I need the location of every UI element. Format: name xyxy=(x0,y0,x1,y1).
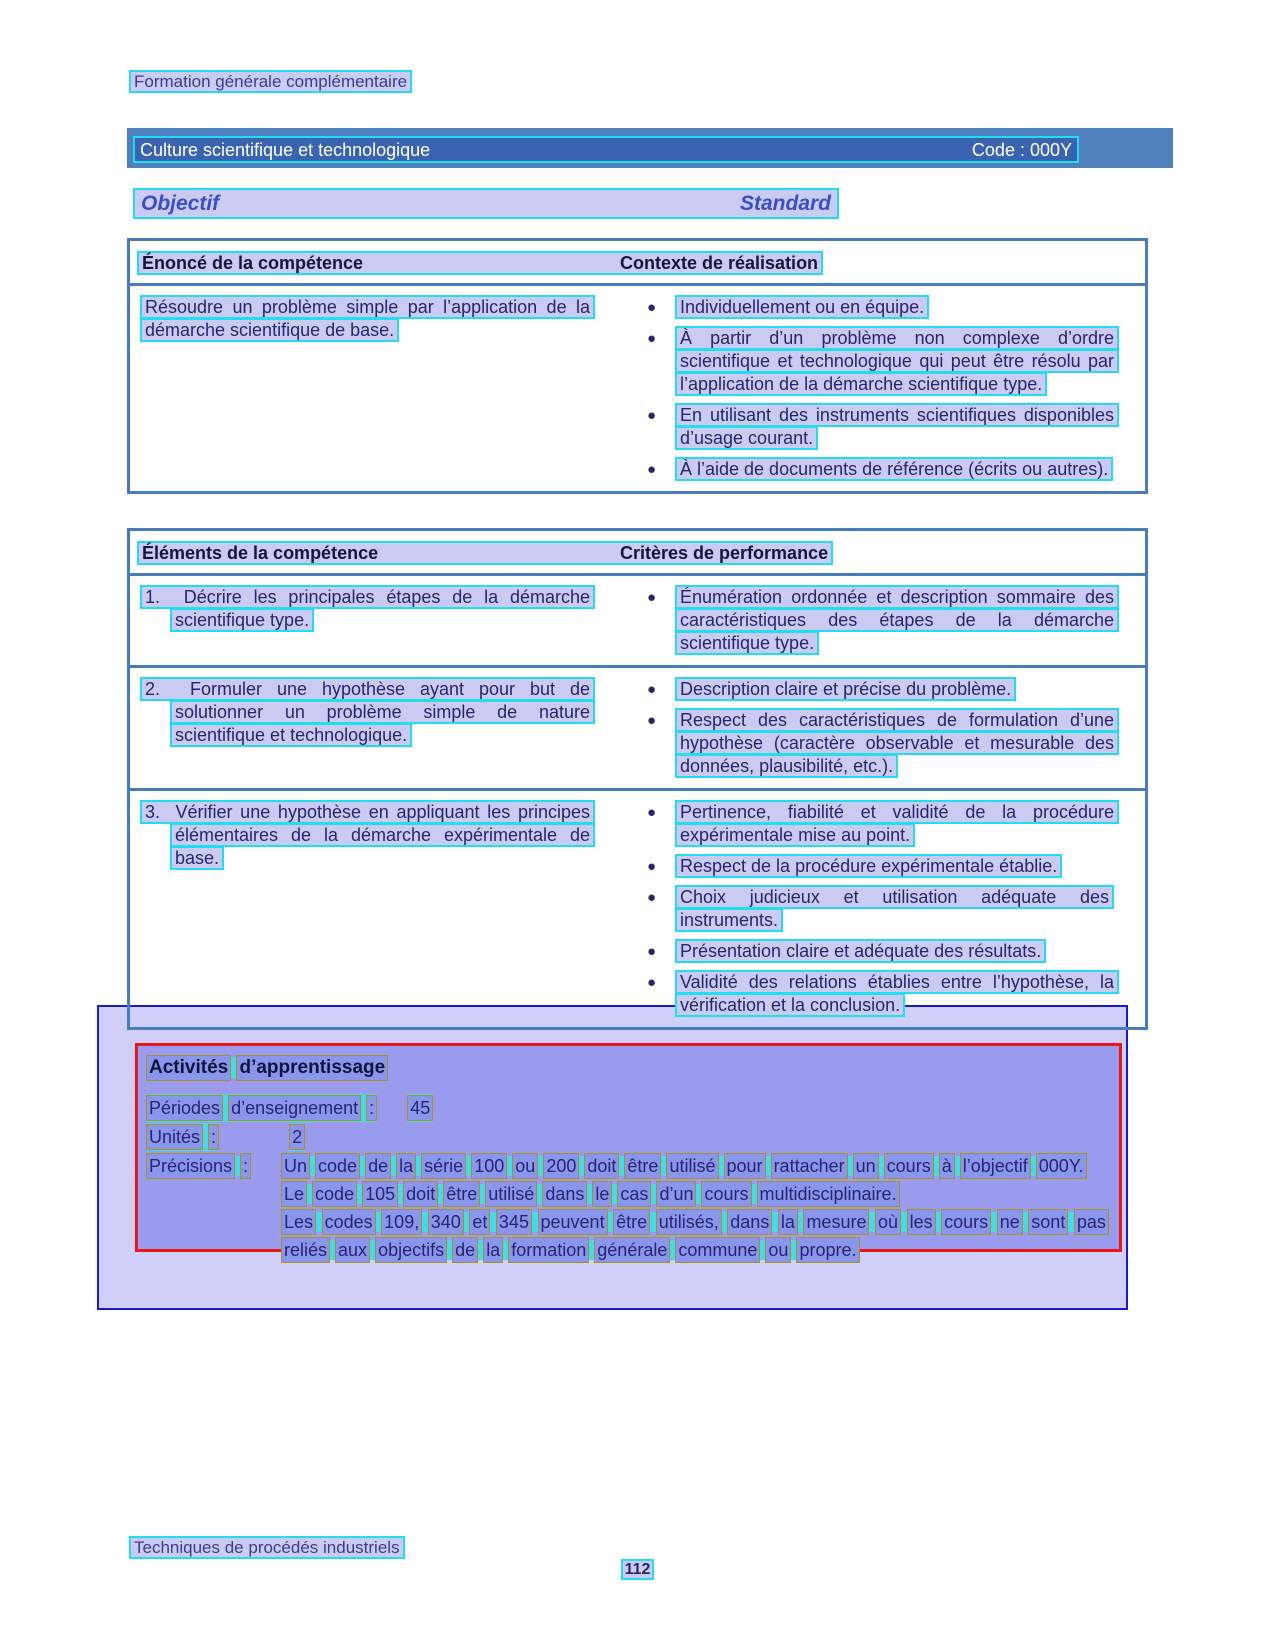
course-title: Culture scientifique et technologique xyxy=(140,139,431,160)
word-highlight: code xyxy=(312,1181,357,1207)
periodes-label xyxy=(146,1094,377,1122)
word-highlight: multidisciplinaire. xyxy=(757,1181,900,1207)
unites-row xyxy=(146,1123,1109,1151)
word-highlight: pas xyxy=(1074,1209,1109,1235)
bullet-icon: ● xyxy=(647,589,657,606)
bullet-icon: ● xyxy=(647,299,657,316)
standard-heading: Standard xyxy=(739,192,831,215)
word-highlight: être xyxy=(443,1181,480,1207)
word-highlight: formation xyxy=(508,1237,589,1263)
word-highlight: Précisions xyxy=(146,1153,235,1179)
word-highlight: d’enseignement xyxy=(228,1095,361,1121)
word-highlight: : xyxy=(366,1095,377,1121)
footer-program-name: Techniques de procédés industriels xyxy=(129,1536,405,1559)
precisions-label xyxy=(146,1156,251,1176)
word-highlight: d’apprentissage xyxy=(236,1055,388,1081)
list-item: ● Respect des caractéristiques de formulation d’une hypothèse (caractère observable et mesurable des données, plausibilité, etc.). xyxy=(635,709,1127,778)
element-text: Décrire les principales étapes de la démarche scientifique type. xyxy=(175,587,590,630)
objectif-heading: Objectif xyxy=(141,192,220,215)
col-header-elements: Éléments de la compétence xyxy=(142,543,379,563)
precisions-row xyxy=(146,1152,1109,1264)
bullet-icon: ● xyxy=(647,681,657,698)
word-highlight: générale xyxy=(594,1237,670,1263)
list-item: ● Présentation claire et adéquate des résultats. xyxy=(635,940,1127,963)
competence-row xyxy=(130,286,1145,491)
list-item: ● Choix judicieux et utilisation adéquate des instruments. xyxy=(635,886,1127,932)
course-code: Code : 000Y xyxy=(971,139,1072,160)
title-bar xyxy=(127,128,1173,168)
bullet-icon: ● xyxy=(647,804,657,821)
word-highlight: 345 xyxy=(496,1209,532,1235)
word-highlight: sont xyxy=(1028,1209,1068,1235)
word-highlight: 45 xyxy=(407,1095,433,1121)
table-row xyxy=(130,665,1145,788)
bullet-icon: ● xyxy=(647,712,657,729)
list-item: ● Pertinence, fiabilité et validité de la procédure expérimentale mise au point. xyxy=(635,801,1127,847)
word-highlight: code xyxy=(315,1153,360,1179)
word-highlight: cours xyxy=(941,1209,991,1235)
word-highlight: reliés xyxy=(281,1237,330,1263)
word-highlight: Activités xyxy=(146,1055,231,1081)
word-highlight: série xyxy=(421,1153,466,1179)
word-highlight: codes xyxy=(322,1209,376,1235)
word-highlight: à xyxy=(939,1153,955,1179)
word-highlight: cas xyxy=(617,1181,651,1207)
element-text: Formuler une hypothèse ayant pour but de solutionner un problème simple de nature scientifique et technologique. xyxy=(175,679,590,745)
word-highlight: l’objectif xyxy=(960,1153,1031,1179)
competence-statement: Résoudre un problème simple par l’application de la démarche scientifique de base. xyxy=(140,295,595,342)
list-item: ● Respect de la procédure expérimentale établie. xyxy=(635,855,1127,878)
bullet-icon: ● xyxy=(647,858,657,875)
list-item: ● En utilisant des instruments scientifiques disponibles d’usage courant. xyxy=(635,404,1127,450)
word-highlight: dans xyxy=(542,1181,587,1207)
element-cell xyxy=(130,801,635,1017)
word-highlight: un xyxy=(853,1153,879,1179)
word-highlight: utilisé xyxy=(485,1181,537,1207)
list-item: ● À partir d’un problème non complexe d’ordre scientifique et technologique qui peut être résolu par l’application de la démarche scientifique type. xyxy=(635,327,1127,396)
bullet-icon: ● xyxy=(647,943,657,960)
item-number: 1. xyxy=(145,587,161,607)
word-highlight: mesure xyxy=(803,1209,869,1235)
running-header xyxy=(129,70,412,93)
element-cell xyxy=(130,586,635,655)
unites-value xyxy=(289,1123,305,1151)
col-header-criteres: Critères de performance xyxy=(620,543,829,563)
running-header-text: Formation générale complémentaire xyxy=(129,70,412,93)
word-highlight: la xyxy=(483,1237,503,1263)
criteres-cell xyxy=(635,678,1145,778)
word-highlight: Périodes xyxy=(146,1095,223,1121)
word-highlight: utilisés, xyxy=(656,1209,722,1235)
word-highlight: rattacher xyxy=(771,1153,848,1179)
word-highlight: : xyxy=(240,1153,251,1179)
word-highlight: ne xyxy=(997,1209,1023,1235)
unites-label xyxy=(146,1123,219,1151)
periodes-row xyxy=(146,1094,1109,1122)
enonce-cell xyxy=(130,296,635,481)
precisions-text xyxy=(281,1152,1109,1264)
element-text: Vérifier une hypothèse en appliquant les principes élémentaires de la démarche expérimentale de base. xyxy=(175,802,590,868)
word-highlight: cours xyxy=(884,1153,934,1179)
list-item: ● À l’aide de documents de référence (écrits ou autres). xyxy=(635,458,1127,481)
competence-table xyxy=(127,238,1148,494)
word-highlight: Unités xyxy=(146,1124,203,1150)
bullet-icon: ● xyxy=(647,407,657,424)
list-item: ● Individuellement ou en équipe. xyxy=(635,296,1127,319)
word-highlight: le xyxy=(592,1181,612,1207)
word-highlight: cours xyxy=(701,1181,751,1207)
word-highlight: Un xyxy=(281,1153,310,1179)
word-highlight: être xyxy=(613,1209,650,1235)
criteres-cell xyxy=(635,586,1145,655)
col-header-contexte: Contexte de réalisation xyxy=(620,253,819,273)
word-highlight: objectifs xyxy=(375,1237,447,1263)
list-item: ● Validité des relations établies entre l’hypothèse, la vérification et la conclusion. xyxy=(635,971,1127,1017)
word-highlight: doit xyxy=(584,1153,619,1179)
word-highlight: 340 xyxy=(428,1209,464,1235)
word-highlight: utilisé xyxy=(666,1153,718,1179)
word-highlight: aux xyxy=(335,1237,370,1263)
activities-title xyxy=(146,1054,1109,1082)
word-highlight: pour xyxy=(724,1153,766,1179)
word-highlight: où xyxy=(875,1209,901,1235)
contexte-cell xyxy=(635,296,1145,481)
word-highlight: les xyxy=(907,1209,936,1235)
word-highlight: 100 xyxy=(471,1153,507,1179)
word-highlight: 200 xyxy=(543,1153,579,1179)
elements-table xyxy=(127,528,1148,1030)
word-highlight: commune xyxy=(675,1237,760,1263)
word-highlight: ou xyxy=(765,1237,791,1263)
word-highlight: Le xyxy=(281,1181,307,1207)
item-number: 2. xyxy=(145,679,161,699)
objectif-standard-heading xyxy=(133,188,839,219)
word-highlight: peuvent xyxy=(538,1209,608,1235)
word-highlight: 109, xyxy=(381,1209,422,1235)
col-header-enonce: Énoncé de la compétence xyxy=(142,253,364,273)
word-highlight: : xyxy=(208,1124,219,1150)
item-number: 3. xyxy=(145,802,161,822)
word-highlight: Les xyxy=(281,1209,316,1235)
bullet-icon: ● xyxy=(647,461,657,478)
word-highlight: 105 xyxy=(362,1181,398,1207)
elements-table-header xyxy=(130,531,1145,576)
word-highlight: et xyxy=(469,1209,490,1235)
table-row xyxy=(130,576,1145,665)
title-band xyxy=(133,136,1079,163)
element-cell xyxy=(130,678,635,778)
bullet-icon: ● xyxy=(647,889,657,906)
criteres-cell xyxy=(635,801,1145,1017)
word-highlight: 2 xyxy=(289,1124,305,1150)
word-highlight: ou xyxy=(512,1153,538,1179)
word-highlight: de xyxy=(365,1153,391,1179)
list-item: ● Description claire et précise du problème. xyxy=(635,678,1127,701)
word-highlight: de xyxy=(452,1237,478,1263)
word-highlight: être xyxy=(624,1153,661,1179)
word-highlight: dans xyxy=(727,1209,772,1235)
word-highlight: propre. xyxy=(796,1237,859,1263)
competence-table-header xyxy=(130,241,1145,286)
page-number: 112 xyxy=(0,1558,1275,1581)
learning-activities-box xyxy=(135,1043,1122,1260)
bullet-icon: ● xyxy=(647,974,657,991)
word-highlight: la xyxy=(396,1153,416,1179)
list-item: ● Énumération ordonnée et description sommaire des caractéristiques des étapes de la démarche scientifique type. xyxy=(635,586,1127,655)
word-highlight: 000Y. xyxy=(1036,1153,1087,1179)
table-row xyxy=(130,788,1145,1027)
bullet-icon: ● xyxy=(647,330,657,347)
word-highlight: la xyxy=(778,1209,798,1235)
word-highlight: d’un xyxy=(656,1181,696,1207)
periodes-value xyxy=(407,1094,433,1122)
word-highlight: doit xyxy=(403,1181,438,1207)
